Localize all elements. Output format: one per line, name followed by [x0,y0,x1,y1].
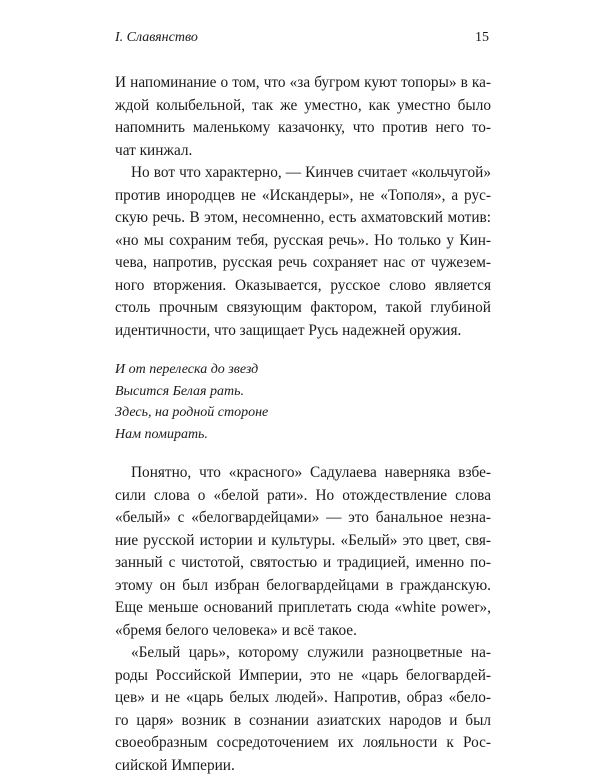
text-line: цев» и не «царь белых людей». Напротив, образ «бело- [115,687,491,710]
running-head: I. Славянство [115,30,198,46]
text-line: ждой колыбельной, так же уместно, как уместно было [115,95,491,118]
text-line: ного вторжения. Оказывается, русское слово является [115,275,491,298]
paragraph [115,462,491,642]
text-line: сили слова о «белой рати». Но отождествление слова [115,485,491,508]
poem-verse: Нам помирать. [115,424,491,446]
poem-verse: И от перелеска до звезд [115,359,491,381]
text-line: этому он был избран белогвардейцами в гражданскую. [115,575,491,598]
text-line: сийской Империи. [115,755,491,777]
text-line: чат кинжал. [115,140,491,163]
text-line: чева, напротив, русская речь сохраняет нас от чужезем- [115,252,491,275]
paragraph [115,642,491,777]
text-line: И напоминание о том, что «за бугром куют топоры» в ка- [115,72,491,95]
text-line: «но мы сохраним тебя, русская речь». Но только у Кин- [115,230,491,253]
page-body [115,72,491,777]
text-line: роды Российской Империи, это не «царь белогвардей- [115,665,491,688]
page-number: 15 [475,30,489,46]
poem-quote [115,359,491,445]
text-line: столь прочным связующим фактором, такой глубиной [115,297,491,320]
text-line: своеобразным сосредоточением их лояльности к Рос- [115,732,491,755]
text-line: «Белый царь», которому служили разноцветные на- [115,642,491,665]
text-line: ние русской истории и культуры. «Белый» это цвет, свя- [115,530,491,553]
text-line: скую речь. В этом, несомненно, есть ахматовский мотив: [115,207,491,230]
text-line: Понятно, что «красного» Садулаева наверняка взбе- [115,462,491,485]
text-line: против инородцев не «Искандеры», не «Тополя», а рус- [115,185,491,208]
text-line: занный с чистотой, святостью и традицией, именно по- [115,552,491,575]
paragraph [115,72,491,162]
poem-verse: Здесь, на родной стороне [115,402,491,424]
text-line: «бремя белого человека» и всё такое. [115,620,491,643]
text-line: го царя» возник в сознании азиатских народов и был [115,710,491,733]
page-header [115,30,489,52]
poem-verse: Высится Белая рать. [115,381,491,403]
paragraphs-top [115,72,491,342]
paragraphs-bottom [115,462,491,777]
text-line: напомнить маленькому казачонку, что против него то- [115,117,491,140]
text-line: идентичности, что защищает Русь надежней оружия. [115,320,491,343]
paragraph [115,162,491,342]
text-line: «белый» с «белогвардейцами» — это банальное незна- [115,507,491,530]
text-line: Еще меньше оснований приплетать сюда «white power», [115,597,491,620]
text-line: Но вот что характерно, — Кинчев считает «кольчугой» [115,162,491,185]
